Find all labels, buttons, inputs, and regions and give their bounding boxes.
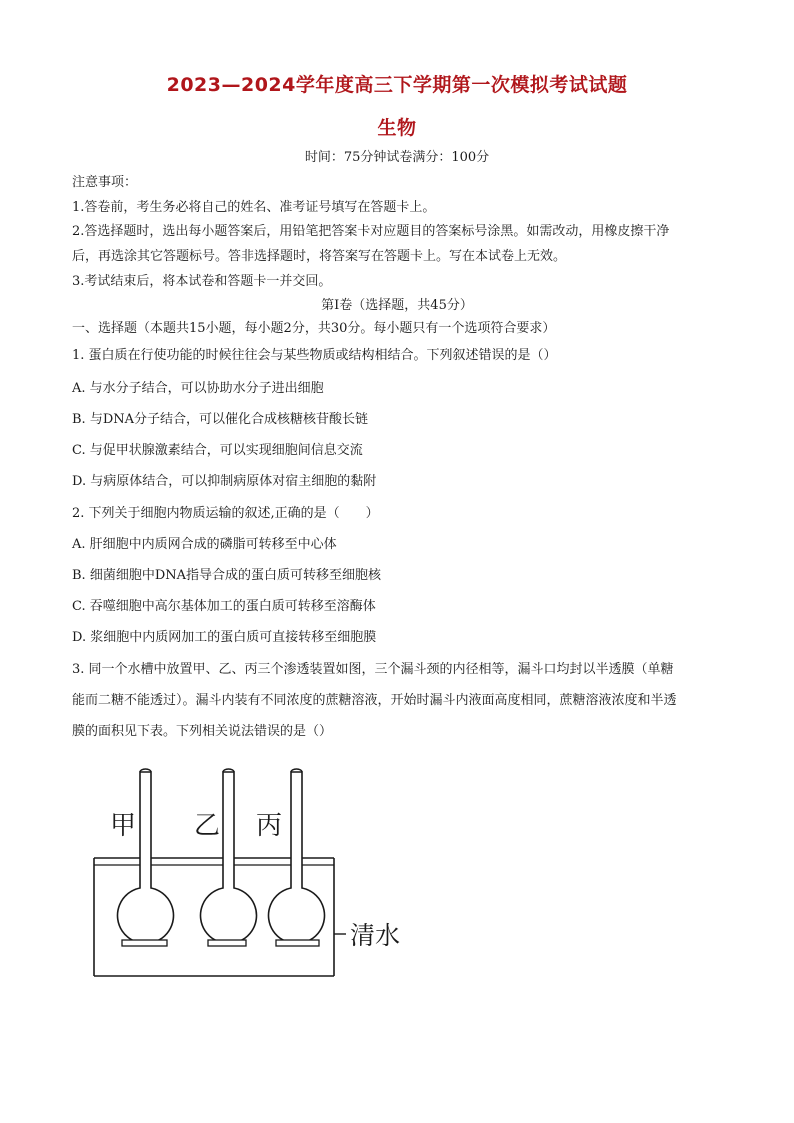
- question-stem: 1. 蛋白质在行使功能的时候往往会与某些物质或结构相结合。下列叙述错误的是（）: [72, 348, 557, 363]
- label-bing: 丙: [256, 811, 283, 841]
- water-label: 清水: [350, 921, 401, 950]
- question-option: D. 与病原体结合，可以抑制病原体对宿主细胞的黏附: [72, 474, 377, 489]
- question-option: D. 浆细胞中内质网加工的蛋白质可直接转移至细胞膜: [72, 630, 377, 645]
- subject-title: 生物: [377, 117, 417, 139]
- notice-item: 后，再选涂其它答题标号。答非选择题时，将答案写在答题卡上。写在本试卷上无效。: [72, 249, 567, 264]
- question-stem: 3. 同一个水槽中放置甲、乙、丙三个渗透装置如图，三个漏斗颈的内径相等，漏斗口均封以半透膜（单糖: [72, 662, 674, 677]
- notice-item: 2.答选择题时，选出每小题答案后，用铅笔把答案卡对应题目的答案标号涂黑。如需改动，用橡皮擦干净: [72, 224, 670, 239]
- time-info: 时间：75分钟试卷满分：100分: [304, 150, 490, 165]
- label-yi: 乙: [194, 811, 221, 841]
- question-option: C. 吞噬细胞中高尔基体加工的蛋白质可转移至溶酶体: [72, 599, 376, 614]
- section-instruction: 一、选择题（本题共15小题，每小题2分，共30分。每小题只有一个选项符合要求）: [72, 321, 556, 336]
- osmosis-apparatus-figure: [88, 762, 418, 992]
- exam-title: 2023—2024学年度高三下学期第一次模拟考试试题: [166, 74, 628, 96]
- question-option: A. 肝细胞中内质网合成的磷脂可转移至中心体: [72, 537, 337, 552]
- question-option: A. 与水分子结合，可以协助水分子进出细胞: [72, 381, 324, 396]
- notice-heading: 注意事项：: [72, 175, 138, 190]
- question-stem: 能而二糖不能透过）。漏斗内装有不同浓度的蔗糖溶液，开始时漏斗内液面高度相同，蔗糖溶液浓度和半透: [72, 693, 677, 708]
- notice-item: 3.考试结束后，将本试卷和答题卡一并交回。: [72, 274, 332, 289]
- part-title: 第Ⅰ卷（选择题，共45分）: [321, 298, 473, 313]
- question-stem: 2. 下列关于细胞内物质运输的叙述,正确的是（ ）: [72, 506, 379, 521]
- question-option: B. 细菌细胞中DNA指导合成的蛋白质可转移至细胞核: [72, 568, 382, 583]
- notice-item: 1.答卷前，考生务必将自己的姓名、准考证号填写在答题卡上。: [72, 200, 436, 215]
- label-jia: 甲: [110, 811, 137, 841]
- question-option: B. 与DNA分子结合，可以催化合成核糖核苷酸长链: [72, 412, 369, 427]
- question-stem: 膜的面积见下表。下列相关说法错误的是（）: [72, 724, 333, 739]
- question-option: C. 与促甲状腺激素结合，可以实现细胞间信息交流: [72, 443, 363, 458]
